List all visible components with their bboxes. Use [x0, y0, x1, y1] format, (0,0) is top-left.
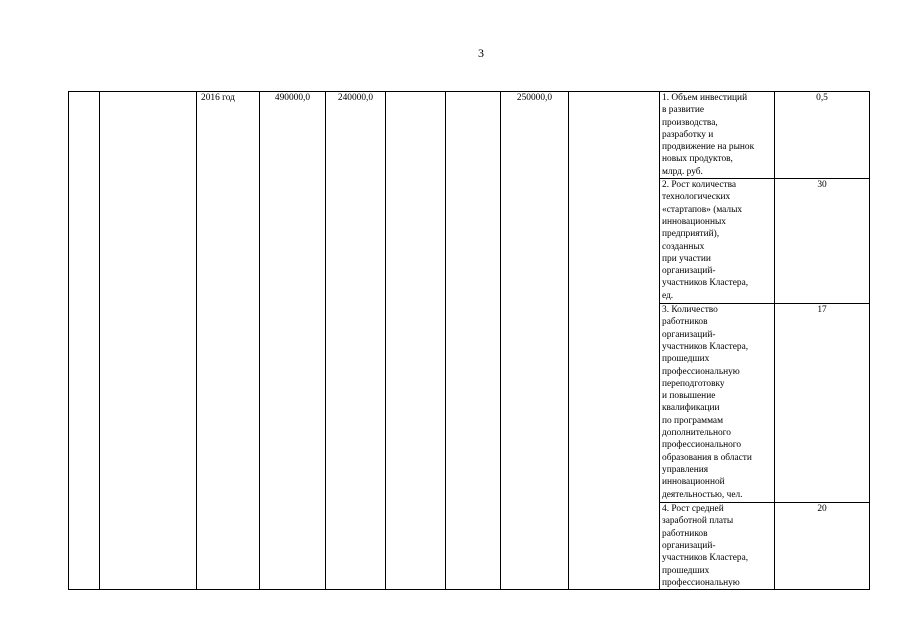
measure-name-cell — [100, 92, 197, 590]
amount-col2-cell: 240000,0 — [326, 92, 386, 590]
indicator-value: 0,5 — [775, 92, 870, 179]
indicator-value: 20 — [775, 503, 870, 590]
amount-col5-cell: 250000,0 — [501, 92, 569, 590]
indicator-value: 30 — [775, 179, 870, 304]
amount-col3-cell — [386, 92, 446, 590]
table-row — [69, 92, 870, 179]
amount-col6-cell — [569, 92, 660, 590]
indicator-value: 17 — [775, 304, 870, 503]
program-table — [68, 91, 870, 590]
year-cell: 2016 год — [197, 92, 260, 590]
amount-col4-cell — [446, 92, 501, 590]
indicator-text: 2. Рост количества технологических «стартапов» (малых инновационных предприятий), созданных при участии организаций- участников Кластера, ед. — [660, 179, 775, 304]
indicator-text: 3. Количество работников организаций- участников Кластера, прошедших профессиональную переподготовку и повышение квалификации по программам дополнительного профессионального образования в области управления инновационной деятельностью, чел. — [660, 304, 775, 503]
page-number: 3 — [478, 46, 484, 60]
row-number-cell — [69, 92, 100, 590]
indicator-text: 1. Объем инвестиций в развитие производства, разработку и продвижение на рынок новых продуктов, млрд. руб. — [660, 92, 775, 179]
amount-total-cell: 490000,0 — [260, 92, 326, 590]
indicator-text: 4. Рост средней заработной платы работников организаций- участников Кластера, прошедших профессиональную — [660, 503, 775, 590]
